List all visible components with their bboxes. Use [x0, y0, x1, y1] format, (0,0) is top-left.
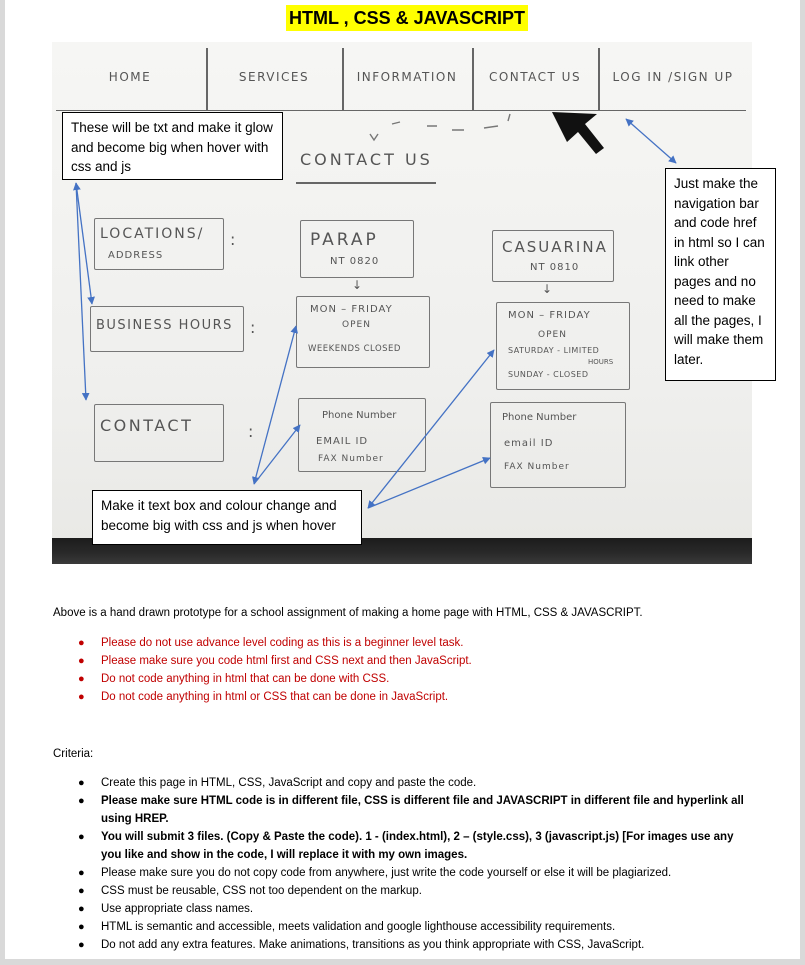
list-item: ● Please make sure you code html first and CSS next and then JavaScript.	[78, 655, 472, 667]
sketch-casuarina-code: NT 0810	[530, 262, 580, 273]
list-item: ● Do not add any extra features. Make animations, transitions as you think appropriate with CSS, JavaScript.	[78, 939, 645, 951]
list-item: ● Do not code anything in html that can be done with CSS.	[78, 673, 390, 685]
arrow-box-note-to-casuarina-contact	[368, 458, 490, 508]
sketch-casuarina-contact-line: Phone Number	[502, 412, 577, 423]
nav-hover-note: These will be txt and make it glow and become big when hover with css and js	[62, 112, 283, 180]
sketch-casuarina-hours-line: OPEN	[538, 330, 567, 340]
sketch-colon: :	[250, 318, 256, 337]
list-item: ● Please make sure you do not copy code from anywhere, just write the code yourself or else it will be plagiarized.	[78, 867, 672, 879]
list-item: ● You will submit 3 files. (Copy & Paste the code). 1 - (index.html), 2 – (style.css), 3 (javascript.js) [For images use any you like and show in the code, I will replace it with my own images.	[78, 831, 734, 861]
sketch-casuarina-contact-line: FAX Number	[504, 462, 570, 472]
criteria-list	[53, 774, 753, 954]
arrow-box-note-to-casuarina-hours	[368, 350, 494, 508]
arrow-box-note-to-parap-contact	[254, 425, 300, 484]
sketch-colon: :	[230, 230, 236, 249]
sketch-casuarina-contact-line: email ID	[504, 438, 554, 449]
sketch-hours-label: BUSINESS HOURS	[96, 318, 233, 333]
sketch-down-arrow: ↓	[352, 278, 363, 292]
sketch-parap-hours-line: OPEN	[342, 320, 371, 330]
intro-paragraph: Above is a hand drawn prototype for a school assignment of making a home page with HTML, CSS & JAVASCRIPT.	[53, 607, 643, 619]
page-margin-bottom	[0, 959, 805, 965]
sketch-parap-contact-line: EMAIL ID	[316, 436, 369, 447]
list-item: ● Do not code anything in html or CSS that can be done in JavaScript.	[78, 691, 449, 703]
sketch-parap-contact-line: FAX Number	[318, 454, 384, 464]
sketch-parap-hours-line: WEEKENDS CLOSED	[308, 344, 401, 354]
sketch-parap-code: NT 0820	[330, 256, 380, 267]
list-item: ● HTML is semantic and accessible, meets validation and google lighthouse accessibility requirements.	[78, 921, 616, 933]
sketch-casuarina-hours-line: SATURDAY - LIMITED	[508, 346, 600, 355]
arrow-box-note-to-parap-hours	[254, 326, 296, 484]
rules-list	[53, 634, 753, 706]
list-item: ● Use appropriate class names.	[78, 903, 254, 915]
sketch-contact-label: CONTACT	[100, 416, 194, 435]
sketch-parap-name: PARAP	[310, 230, 379, 250]
sketch-parap-hours-line: MON – FRIDAY	[310, 304, 393, 315]
sketch-location-label: LOCATIONS/	[100, 226, 205, 242]
sketch-heading: CONTACT US	[300, 150, 433, 169]
list-item: ● CSS must be reusable, CSS not too dependent on the markup.	[78, 885, 422, 897]
sketch-nav-information: INFORMATION	[356, 70, 458, 84]
criteria-heading: Criteria:	[53, 748, 94, 760]
document-title: HTML , CSS & JAVASCRIPT	[286, 5, 528, 31]
sketch-nav-home: HOME	[108, 70, 152, 84]
sketch-casuarina-hours-line: SUNDAY - CLOSED	[508, 370, 589, 379]
sketch-address-label: ADDRESS	[108, 250, 164, 261]
sketch-casuarina-name: CASUARINA	[502, 238, 608, 256]
list-item: ● Create this page in HTML, CSS, JavaScript and copy and paste the code.	[78, 777, 477, 789]
sketch-casuarina-hours-line: MON – FRIDAY	[508, 310, 591, 321]
arrow-nav-note-to-contact	[76, 183, 86, 400]
list-item: ● Please make sure HTML code is in different file, CSS is different file and JAVASCRIPT in different file and hyperlink all using HREP.	[78, 795, 744, 825]
sketch-nav-services: SERVICES	[238, 70, 310, 84]
sketch-nav-contact: CONTACT US	[488, 70, 582, 84]
sketch-parap-contact-line: Phone Number	[322, 410, 397, 421]
sketch-colon: :	[248, 422, 254, 441]
navigation-instruction-note: Just make the navigation bar and code href in html so I can link other pages and no need to make all the pages, I will make them later.	[665, 168, 776, 381]
sketch-down-arrow: ↓	[542, 282, 553, 296]
sketch-nav-login: LOG IN /SIGN UP	[612, 70, 734, 84]
arrow-right-note-to-nav	[626, 119, 676, 163]
sketch-casuarina-hours-line: HOURS	[588, 358, 614, 366]
list-item: ● Please do not use advance level coding as this is a beginner level task.	[78, 637, 464, 649]
textbox-hover-note: Make it text box and colour change and become big with css and js when hover	[92, 490, 362, 545]
